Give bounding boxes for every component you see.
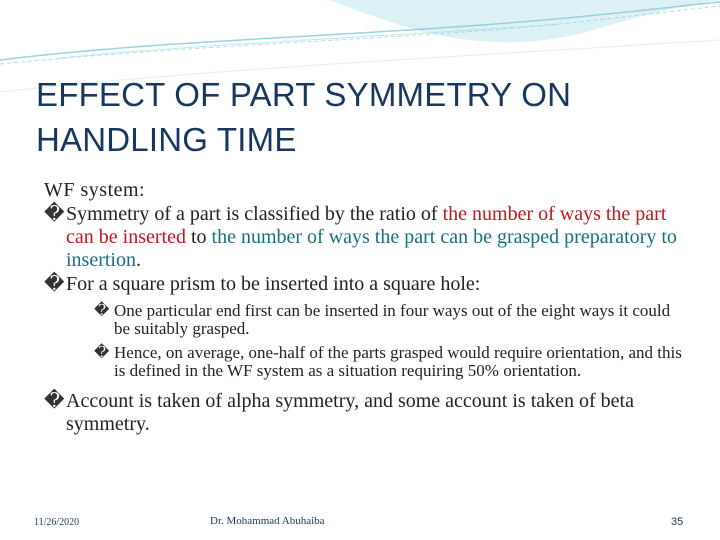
footer-date: 11/26/2020: [34, 517, 80, 528]
bullet-alpha-beta: [44, 390, 684, 436]
sub-bullet-text: One particular end first can be inserted in four ways out of the eight ways it could be suitably grasped.: [114, 301, 671, 338]
sub-bullet-orientation: [94, 344, 684, 380]
section-heading: WF system:: [44, 179, 146, 201]
sub-bullet-marker-icon: �: [94, 303, 110, 319]
sub-bullet-marker-icon: �: [94, 345, 110, 361]
bullet-marker-icon: �: [44, 390, 65, 412]
bullet-marker-icon: �: [44, 203, 65, 225]
highlight-grasped-ways: the number of ways the part can be grasped preparatory to insertion: [66, 226, 677, 271]
sub-bullet-text: Hence, on average, one-half of the parts grasped would require orientation, and this is defined in the WF system as a situation requiring 50% orientation.: [114, 343, 682, 380]
title-line-1: EFFECT OF PART SYMMETRY ON: [36, 76, 572, 113]
bullet-marker-icon: �: [44, 273, 65, 295]
slide-title: [36, 72, 676, 162]
bullet-square-prism: [44, 273, 684, 296]
footer-author: Dr. Mohammad Abuhaiba: [210, 515, 325, 527]
bullet-text: to: [185, 226, 212, 248]
highlight-inserted-ways: the number of ways the part can be inserted: [66, 203, 667, 248]
bullet-text: Symmetry of a part is classified by the ratio of: [66, 203, 443, 225]
bullet-text: For a square prism to be inserted into a square hole:: [66, 273, 481, 295]
bullet-text: Account is taken of alpha symmetry, and some account is taken of beta symmetry.: [66, 390, 634, 435]
bullet-symmetry-ratio: [44, 203, 684, 272]
title-line-2: HANDLING TIME: [36, 121, 297, 158]
page-number: 35: [671, 516, 684, 528]
bullet-text: .: [136, 249, 141, 271]
slide-body: [44, 178, 684, 437]
sub-bullet-four-ways: [94, 302, 684, 338]
